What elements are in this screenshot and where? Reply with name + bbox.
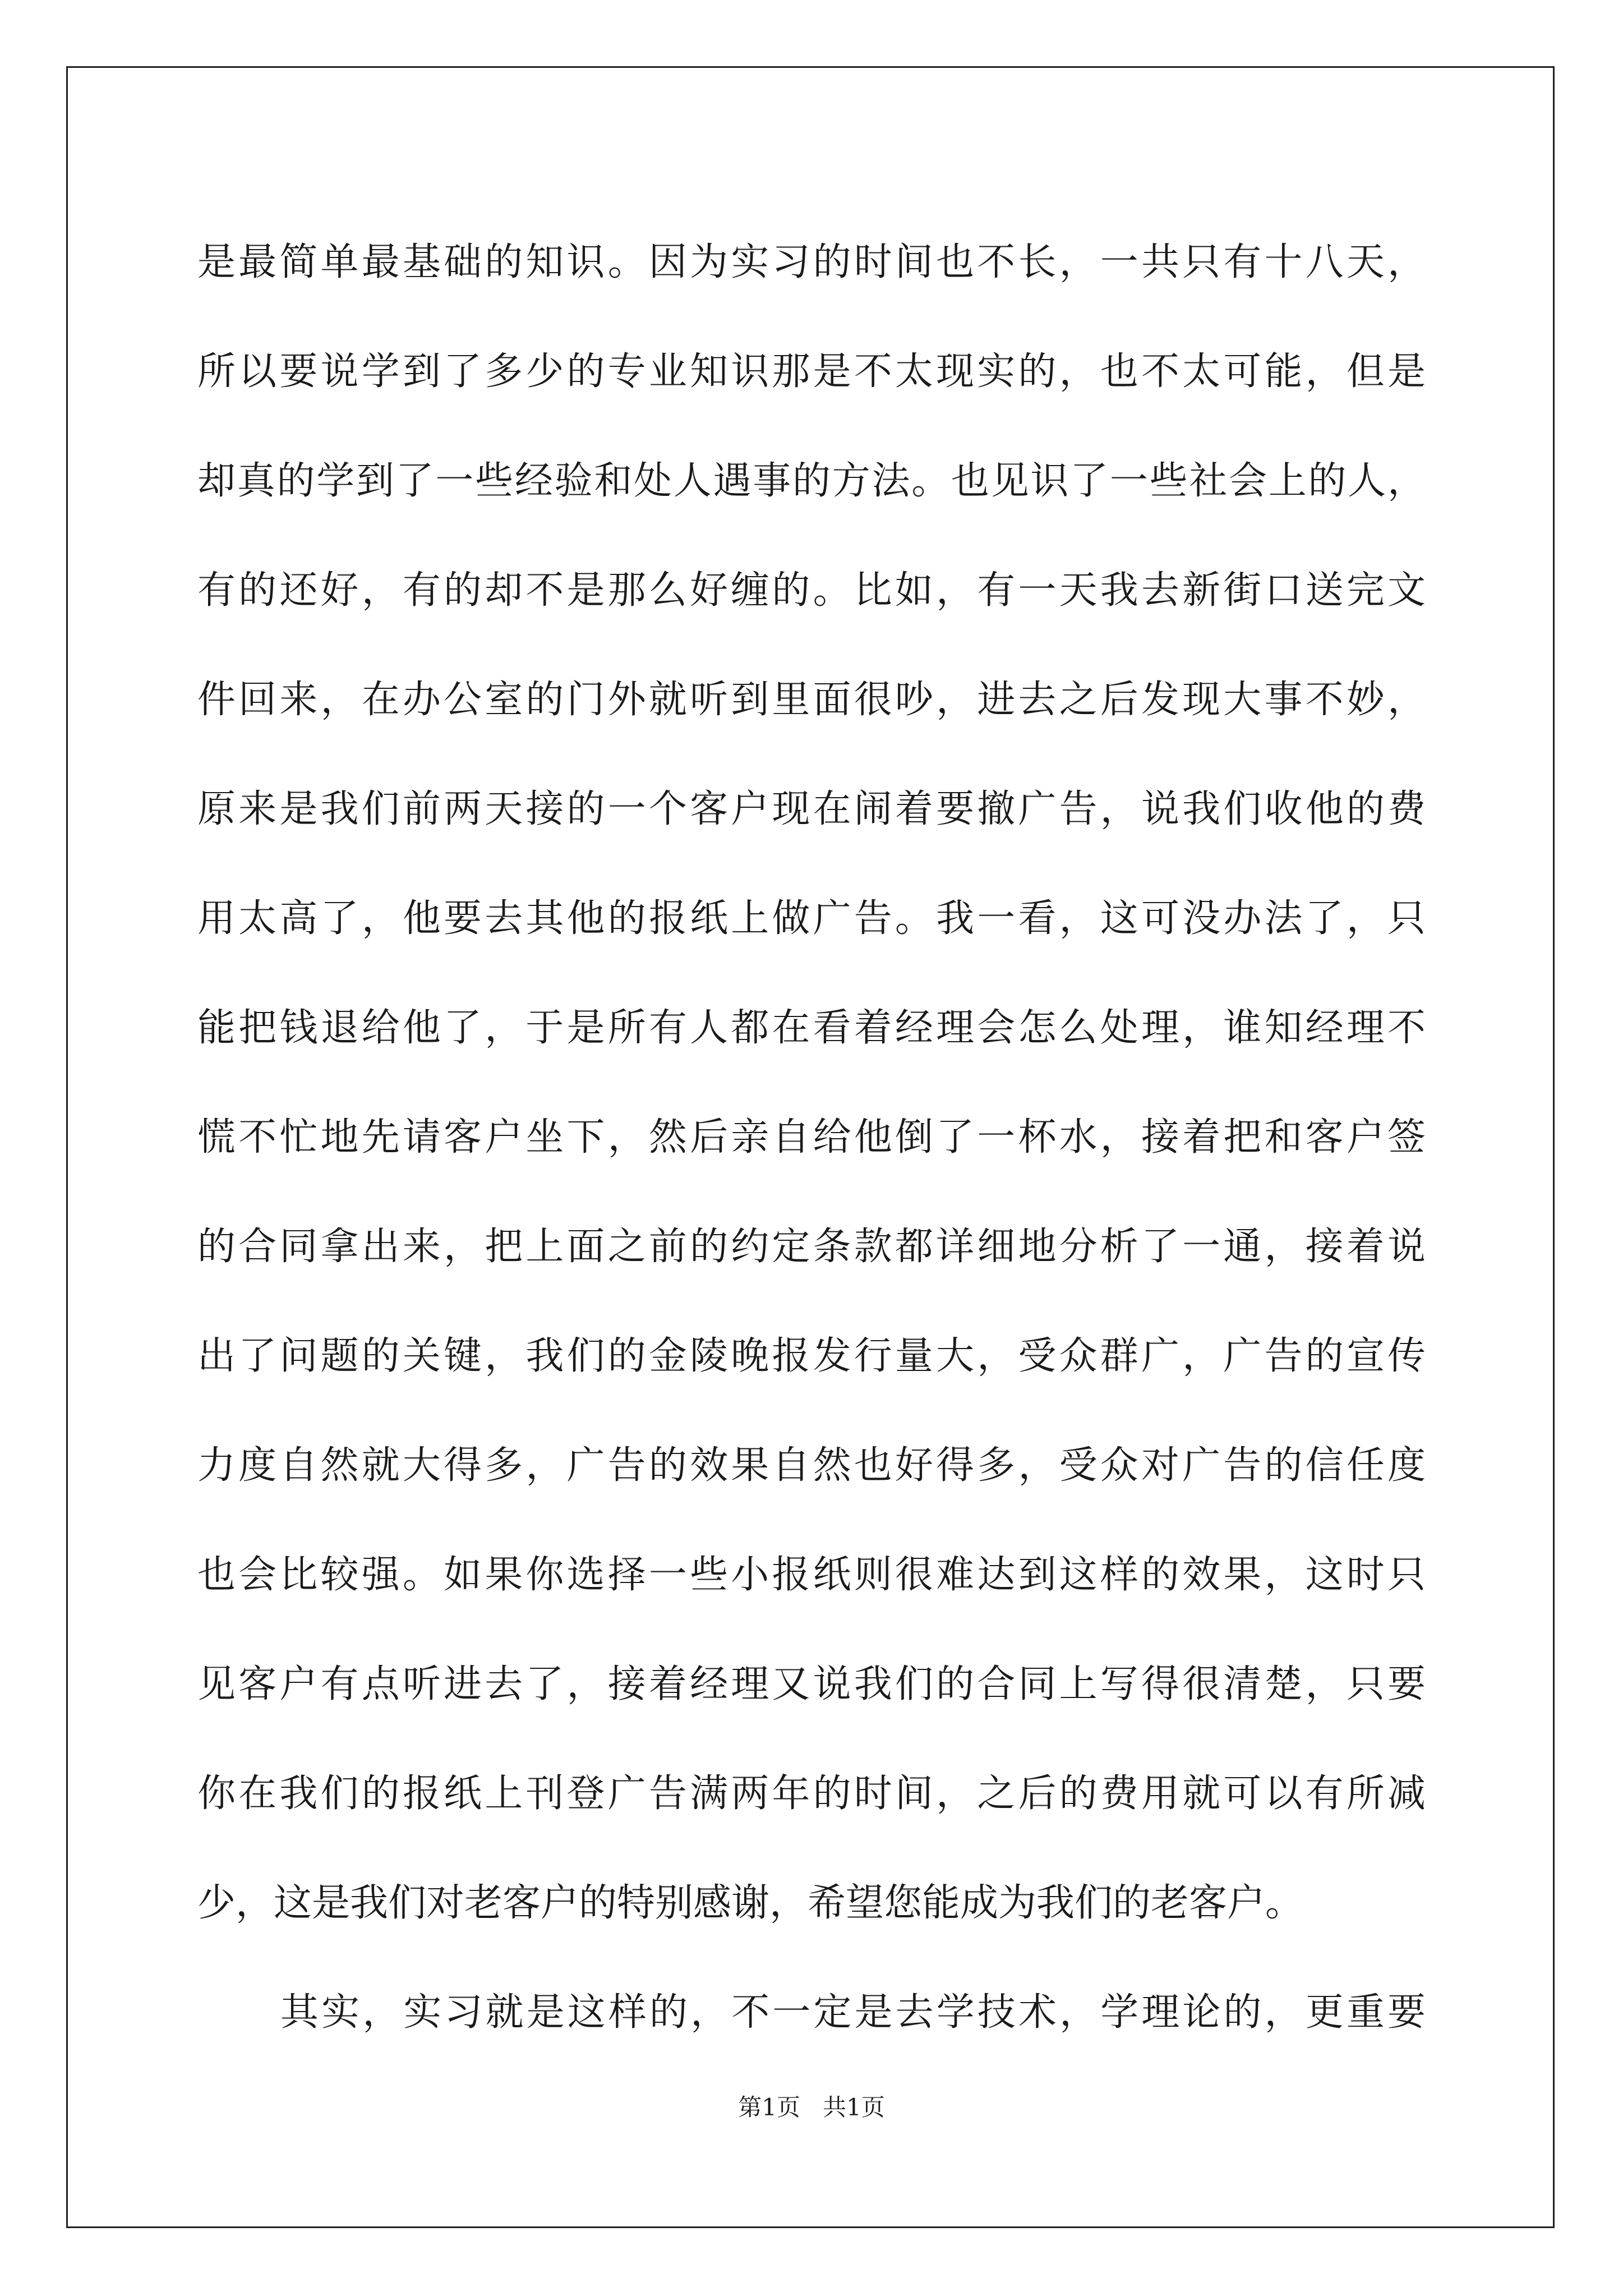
text-line: 你在我们的报纸上刊登广告满两年的时间，之后的费用就可以有所减: [197, 1772, 1426, 1816]
text-line: 见客户有点听进去了，接着经理又说我们的合同上写得很清楚，只要: [197, 1662, 1426, 1706]
text-line: 所以要说学到了多少的专业知识那是不太现实的，也不太可能，但是: [197, 349, 1426, 394]
text-line: 是最简单最基础的知识。因为实习的时间也不长，一共只有十八天，: [197, 240, 1426, 284]
text-line: 出了问题的关键，我们的金陵晚报发行量大，受众群广，广告的宣传: [197, 1334, 1426, 1378]
text-line: 却真的学到了一些经验和处人遇事的方法。也见识了一些社会上的人，: [197, 459, 1426, 503]
text-line: 件回来，在办公室的门外就听到里面很吵，进去之后发现大事不妙，: [197, 678, 1426, 722]
text-line: 用太高了，他要去其他的报纸上做广告。我一看，这可没办法了，只: [197, 896, 1426, 941]
text-line: 的合同拿出来，把上面之前的约定条款都详细地分析了一通，接着说: [197, 1225, 1426, 1269]
document-body: [197, 208, 1426, 2067]
text-line: 原来是我们前两天接的一个客户现在闹着要撤广告，说我们收他的费: [197, 787, 1426, 831]
text-line: 也会比较强。如果你选择一些小报纸则很难达到这样的效果，这时只: [197, 1553, 1426, 1597]
text-line: 力度自然就大得多，广告的效果自然也好得多，受众对广告的信任度: [197, 1443, 1426, 1488]
text-line: 能把钱退给他了，于是所有人都在看着经理会怎么处理，谁知经理不: [197, 1006, 1426, 1050]
paragraph-end-line: 少，这是我们对老客户的特别感谢，希望您能成为我们的老客户。: [197, 1881, 1304, 1925]
page-footer: 第1页 共1页: [738, 2093, 885, 2121]
text-line: 慌不忙地先请客户坐下，然后亲自给他倒了一杯水，接着把和客户签: [197, 1115, 1426, 1159]
text-line: 有的还好，有的却不是那么好缠的。比如，有一天我去新街口送完文: [197, 568, 1426, 613]
paragraph-start-line: 其实，实习就是这样的，不一定是去学技术，学理论的，更重要: [280, 1990, 1426, 2035]
